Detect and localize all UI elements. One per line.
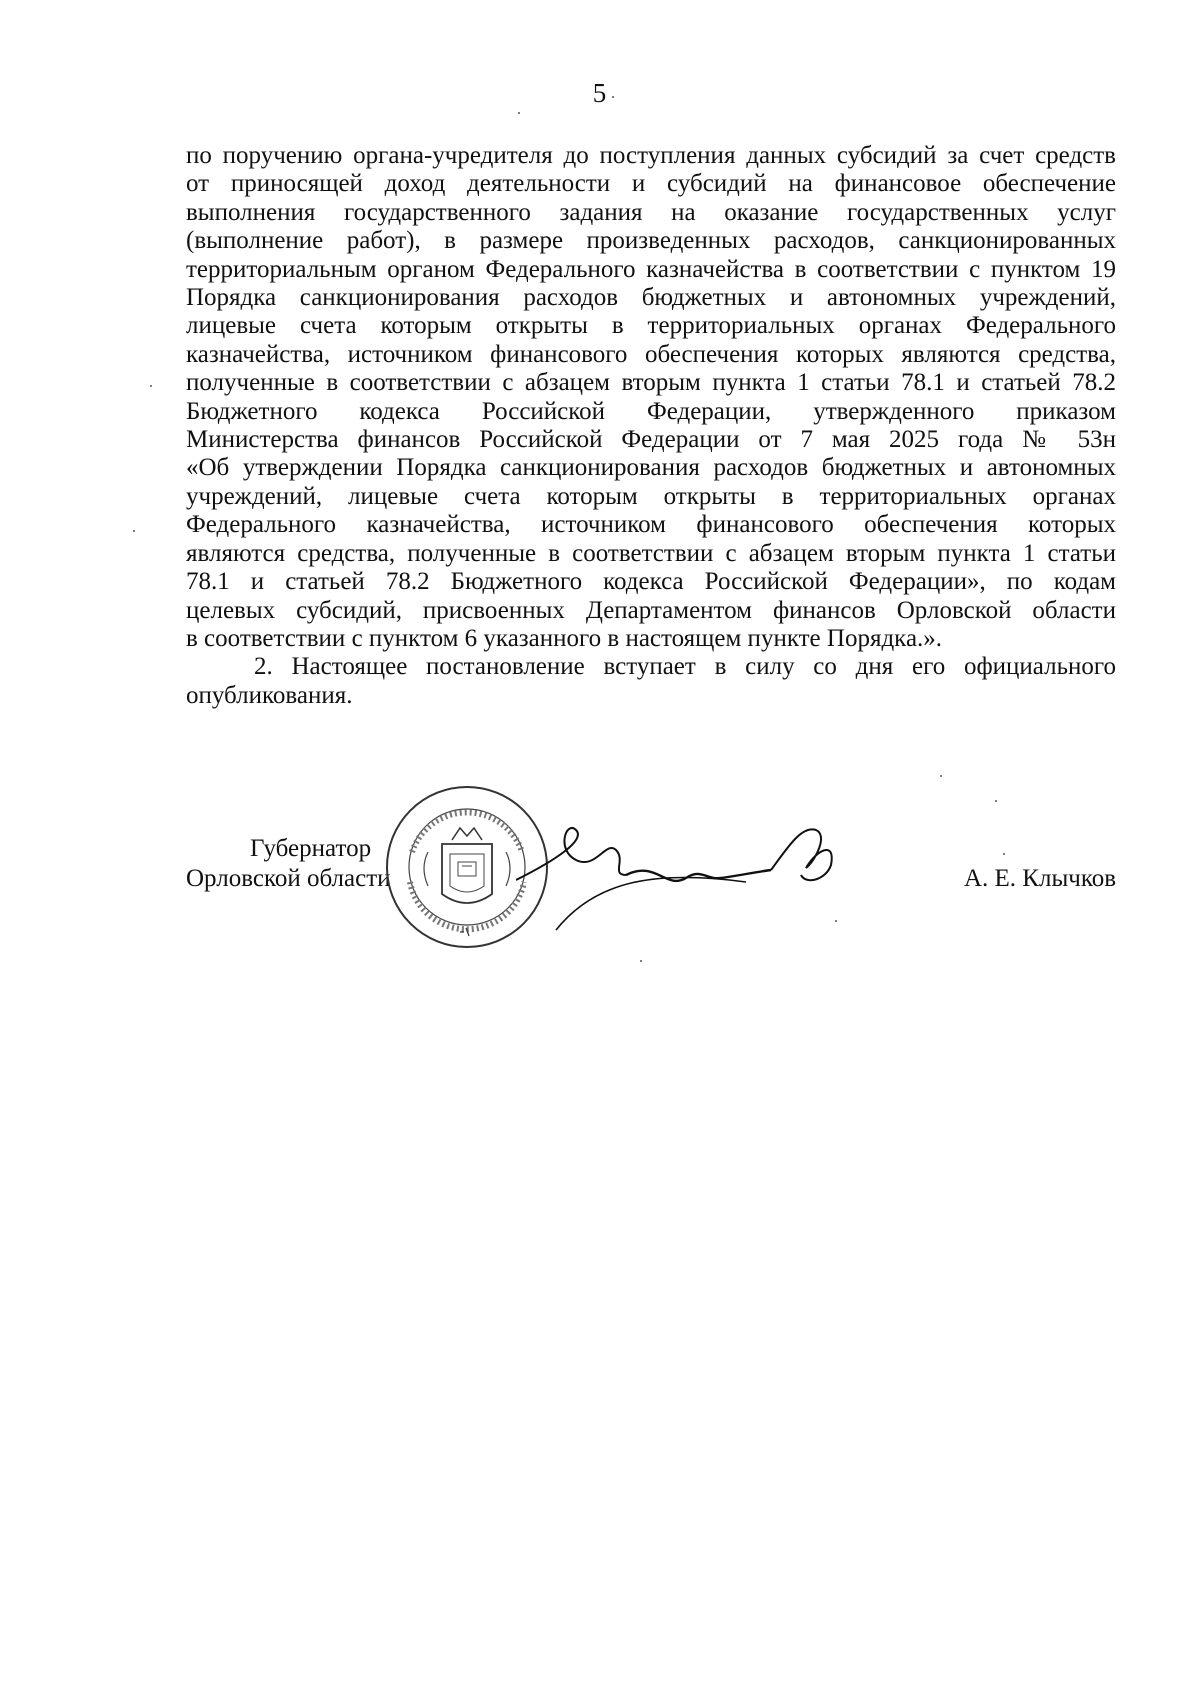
text-line: казначейства, источником финансового обеспечения которых являются средства, xyxy=(186,340,1116,368)
text-line: «Об утверждении Порядка санкционирования расходов бюджетных и автономных xyxy=(186,454,1116,482)
text-line: (выполнение работ), в размере произведенных расходов, санкционированных xyxy=(186,227,1116,255)
signatory-name: А. Е. Клычков xyxy=(963,865,1116,892)
text-line: Министерства финансов Российской Федерации от 7 мая 2025 года № 53н xyxy=(186,426,1116,454)
text-line: выполнения государственного задания на оказание государственных услуг xyxy=(186,198,1116,226)
text-line: от приносящей доход деятельности и субсидий на финансовое обеспечение xyxy=(186,170,1116,198)
text-line: территориальным органом Федерального казначейства в соответствии с пунктом 19 xyxy=(186,255,1116,283)
text-line: Бюджетного кодекса Российской Федерации, утвержденного приказом xyxy=(186,397,1116,425)
text-line: 2. Настоящее постановление вступает в силу со дня его официального xyxy=(254,653,1116,681)
text-line: лицевые счета которым открыты в территориальных органах Федерального xyxy=(186,312,1116,340)
signature-block xyxy=(186,834,1116,994)
text-line: являются средства, полученные в соответствии с абзацем вторым пункта 1 статьи xyxy=(186,539,1116,567)
text-line: по поручению органа-учредителя до поступления данных субсидий за счет средств xyxy=(186,142,1116,169)
signatory-title-line-2: Орловской области xyxy=(186,865,391,892)
text-line: Федерального казначейства, источником финансового обеспечения которых xyxy=(186,511,1116,539)
handwritten-signature xyxy=(516,820,896,940)
text-line: в соответствии с пунктом 6 указанного в настоящем пункте Порядка.». xyxy=(186,624,943,652)
text-line: учреждений, лицевые счета которым открыты в территориальных органах xyxy=(186,482,1116,510)
page-number: 5 xyxy=(592,78,608,108)
document-body xyxy=(186,142,1116,710)
text-line: 78.1 и статьей 78.2 Бюджетного кодекса Российской Федерации», по кодам xyxy=(186,568,1116,596)
paragraph-continuation xyxy=(186,142,1116,653)
text-line: Порядка санкционирования расходов бюджетных и автономных учреждений, xyxy=(186,284,1116,312)
text-line: полученные в соответствии с абзацем вторым пункта 1 статьи 78.1 и статьей 78.2 xyxy=(186,369,1116,397)
text-line: опубликования. xyxy=(186,681,353,709)
paragraph-effective-date xyxy=(186,653,1116,710)
signatory-title-line-1: Губернатор xyxy=(250,835,372,862)
text-line: целевых субсидий, присвоенных Департаментом финансов Орловской области xyxy=(186,596,1116,624)
